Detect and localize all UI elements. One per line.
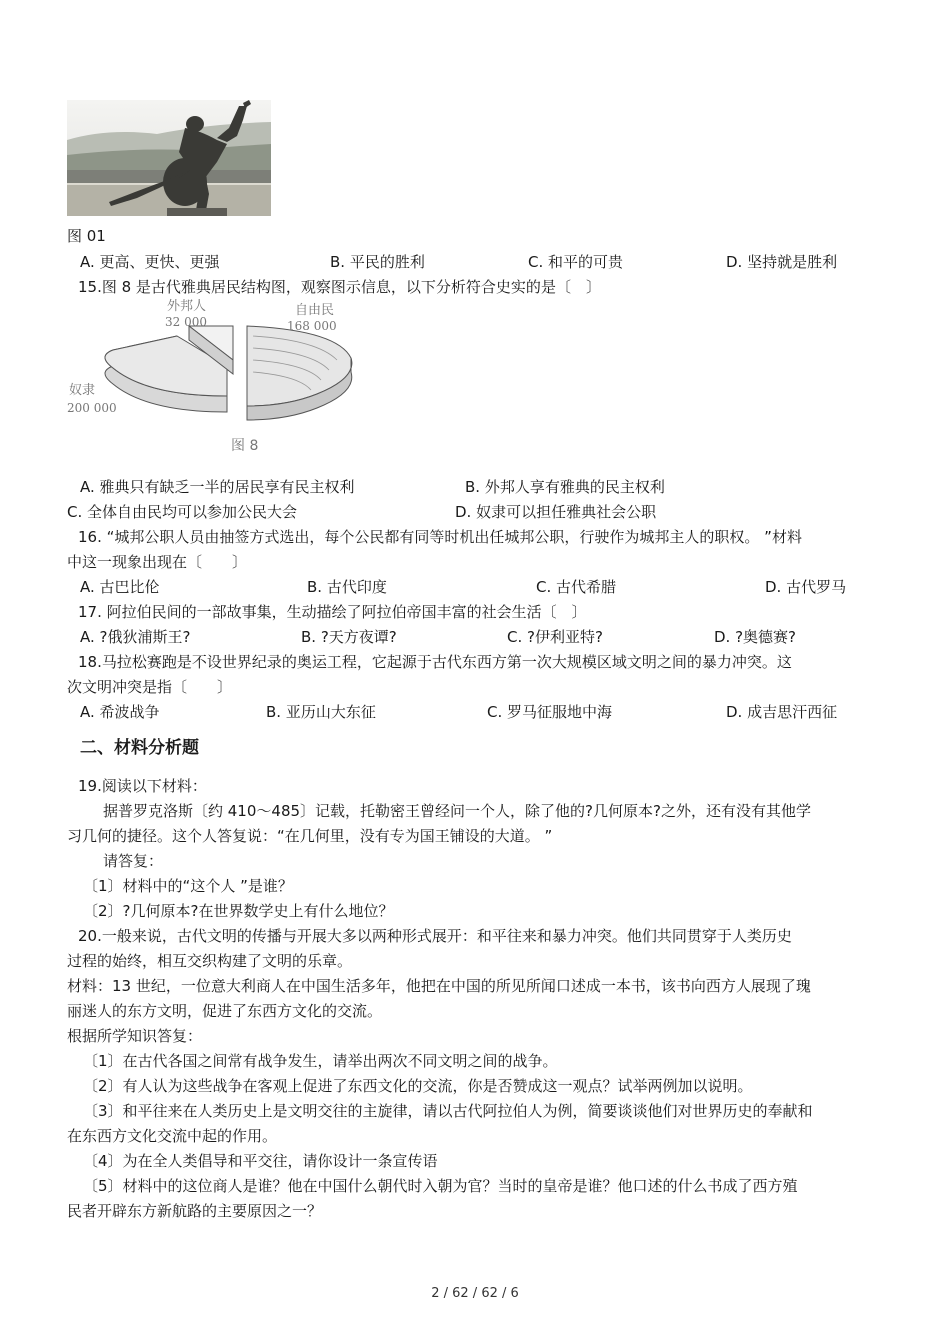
q17-option-a: A. ?俄狄浦斯王?	[80, 628, 191, 646]
pie-label-foreigners-name: 外邦人	[167, 299, 207, 314]
q15-option-c: C. 全体自由民均可以参加公民大会	[67, 503, 298, 521]
pie-label-free-value: 168 000	[287, 319, 337, 333]
pie-label-foreigners-value: 32 000	[165, 315, 207, 329]
q18-option-a: A. 希波战争	[80, 703, 160, 721]
q20-sub1: 〔1〕在古代各国之间常有战争发生，请举出两次不同文明之间的战争。	[83, 1052, 558, 1070]
q20-sub5-line2: 民者开辟东方新航路的主要原因之一？	[67, 1202, 323, 1220]
page-number: 2 / 62 / 62 / 6	[431, 1286, 519, 1301]
q19-intro: 19.阅读以下材料：	[78, 777, 207, 795]
q15-option-d: D. 奴隶可以担任雅典社会公职	[455, 503, 657, 521]
q18-option-d: D. 成吉思汗西征	[726, 703, 838, 721]
statue-photo	[67, 100, 271, 216]
q20-stem-line1: 20.一般来说，古代文明的传播与开展大多以两种形式展开：和平往来和暴力冲突。他们共同贯穿于人类历史	[78, 927, 792, 945]
pie-caption: 图 8	[231, 438, 259, 454]
q16-option-a: A. 古巴比伦	[80, 578, 160, 596]
q18-stem-line2: 次文明冲突是指〔 〕	[67, 678, 233, 696]
figure1-caption: 图 01	[67, 227, 106, 245]
q17-option-b: B. ?天方夜谭?	[301, 628, 397, 646]
fig1-option-a: A. 更高、更快、更强	[80, 253, 220, 271]
q17-option-c: C. ?伊利亚特?	[507, 628, 603, 646]
pie-slice-free-citizens	[247, 326, 352, 420]
q19-sub2: 〔2〕?几何原本?在世界数学史上有什么地位？	[83, 902, 394, 920]
q19-material-line2: 习几何的捷径。这个人答复说：“在几何里，没有专为国王铺设的大道。 ”	[67, 827, 553, 845]
q16-stem-line1: 16. “城邦公职人员由抽签方式选出，每个公民都有同等时机出任城邦公职，行驶作为城邦主人的职权。 ”材料	[78, 528, 802, 546]
q20-material-line2: 丽迷人的东方文明，促进了东西方文化的交流。	[67, 1002, 383, 1020]
q19-material-line1: 据普罗克洛斯〔约 410～485〕记载，托勒密王曾经问一个人，除了他的?几何原本?之外，还有没有其他学	[103, 802, 811, 820]
fig1-option-b: B. 平民的胜利	[330, 253, 425, 271]
q20-stem-line2: 过程的始终，相互交织构建了文明的乐章。	[67, 952, 353, 970]
q16-option-d: D. 古代罗马	[765, 578, 847, 596]
q16-option-b: B. 古代印度	[307, 578, 387, 596]
q20-sub3-line2: 在东西方文化交流中起的作用。	[67, 1127, 278, 1145]
q15-option-a: A. 雅典只有缺乏一半的居民享有民主权利	[80, 478, 355, 496]
q17-option-d: D. ?奥德赛?	[714, 628, 797, 646]
q18-stem-line1: 18.马拉松赛跑是不设世界纪录的奥运工程，它起源于古代东西方第一次大规模区域文明之间的暴力冲突。这	[78, 653, 792, 671]
section2-title: 二、材料分析题	[80, 738, 199, 758]
q20-sub4: 〔4〕为在全人类倡导和平交往，请你设计一条宣传语	[83, 1152, 438, 1170]
q16-option-c: C. 古代希腊	[536, 578, 617, 596]
q19-prompt: 请答复：	[103, 852, 164, 870]
q20-sub2: 〔2〕有人认为这些战争在客观上促进了东西文化的交流，你是否赞成这一观点？试举两例加以说明。	[83, 1077, 753, 1095]
pie-chart-svg	[67, 296, 357, 458]
q18-option-b: B. 亚历山大东征	[266, 703, 376, 721]
q20-sub5-line1: 〔5〕材料中的这位商人是谁？他在中国什么朝代时入朝为官？当时的皇帝是谁？他口述的什么书成了西方殖	[83, 1177, 798, 1195]
fig1-option-c: C. 和平的可贵	[528, 253, 624, 271]
statue-illustration	[67, 100, 271, 216]
fig1-option-d: D. 坚持就是胜利	[726, 253, 838, 271]
q16-stem-line2: 中这一现象出现在〔 〕	[67, 553, 248, 571]
q15-option-b: B. 外邦人享有雅典的民主权利	[465, 478, 665, 496]
pie-label-slaves-name: 奴隶	[69, 383, 96, 398]
population-pie-chart	[67, 296, 357, 458]
pie-label-free-name: 自由民	[295, 303, 335, 318]
q19-sub1: 〔1〕材料中的“这个人 ”是谁？	[83, 877, 293, 895]
q20-sub3-line1: 〔3〕和平往来在人类历史上是文明交往的主旋律，请以古代阿拉伯人为例，简要谈谈他们对世界历史的奉献和	[83, 1102, 813, 1120]
q20-material-line1: 材料：13 世纪，一位意大利商人在中国生活多年，他把在中国的所见所闻口述成一本书，该书向西方人展现了瑰	[67, 977, 811, 995]
pie-label-slaves-value: 200 000	[67, 401, 117, 415]
q18-option-c: C. 罗马征服地中海	[487, 703, 613, 721]
q17-stem: 17. 阿拉伯民间的一部故事集，生动描绘了阿拉伯帝国丰富的社会生活〔 〕	[78, 603, 587, 621]
q15-stem: 15.图 8 是古代雅典居民结构图，观察图示信息，以下分析符合史实的是〔 〕	[78, 278, 601, 296]
q20-prompt: 根据所学知识答复：	[67, 1027, 203, 1045]
